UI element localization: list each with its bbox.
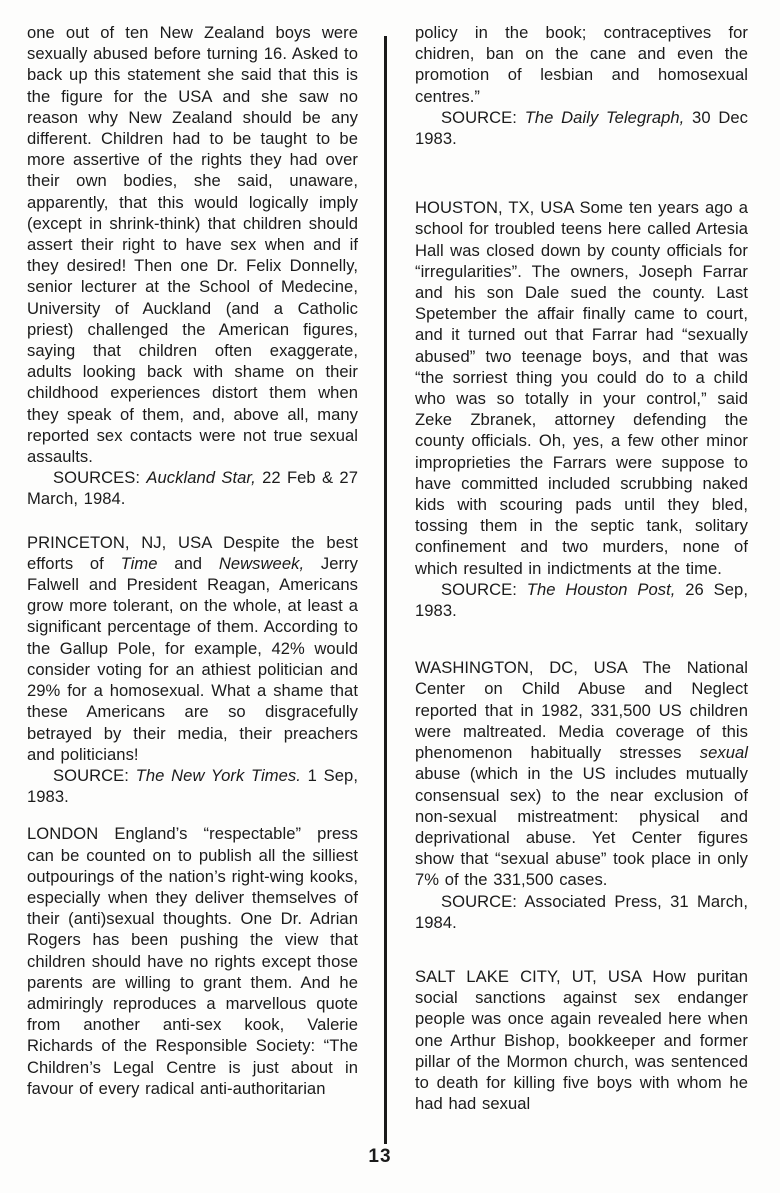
paragraph-princeton-italic-run: Time [120, 553, 158, 573]
source-houston-post-text-run: SOURCE: [441, 579, 527, 599]
source-daily-telegraph-text-run: SOURCE: [441, 107, 525, 127]
column-divider-rule [384, 36, 387, 1144]
paragraph-london-continued-text-run: policy in the book; contraceptives for chidren, ban on the cane and even the promotion of lesbian and homosexual centres.” [415, 23, 748, 106]
source-associated-press-text-run: SOURCE: Associated Press, 31 March, 1984. [415, 891, 748, 932]
text-column-right [415, 22, 748, 1114]
page-number: 13 [368, 1146, 392, 1167]
source-houston-post-italic-run: The Houston Post, [526, 579, 676, 599]
text-column-left [27, 22, 358, 1099]
paragraph-washington-italic-run: sexual [699, 743, 748, 763]
paragraph-salt-lake-city-text-run: SALT LAKE CITY, UT, USA How puritan social sanctions against sex endanger people was once again revealed here when one Arthur Bishop, bookkeeper and former pillar of the Mormon church, was sentenced to death for killing five boys with whom he had had sexual [415, 966, 748, 1114]
source-daily-telegraph-text-run: 30 Dec 1983. [415, 107, 748, 149]
paragraph-london-text-run: LONDON England’s “respectable” press can be counted on to publish all the silliest outpourings of the nation’s right-wing kooks, especially when they deliver themselves of their (anti)sexual thoughts. One Dr. Adrian Rogers has been pushing the view that children should have no rights except those parents are willing to grant them. And he admiringly reproduces a marvellous quote from another anti-sex kook, Valerie Richards of the Responsible Society: “The Children’s Legal Centre is just about in favour of every radical anti-authoritarian [27, 824, 358, 1098]
paragraph-new-zealand-continued-text-run: one out of ten New Zealand boys were sexually abused before turning 16. Asked to back up this statement she said that this is the figure for the USA and she saw no reason why New Zealand should be any different. Children had to be taught to be more assertive of the rights they had over their own bodies, she said, unaware, apparently, that this would logically imply (except in shrink-think) that children should assert their right to have sex when and if they desired! Then one Dr. Felix Donnelly, senior lecturer at the School of Medecine, University of Auckland (and a Catholic priest) challenged the American figures, saying that children often exaggerate, adults looking back with shame on their childhood experiences distort them when they speak of them, and, above all, many reported sex contacts were not true sexual assaults. [27, 23, 358, 467]
paragraph-princeton-italic-run: Newsweek, [218, 553, 305, 573]
paragraph-london [27, 823, 358, 1099]
source-new-york-times-text-run: 1 Sep, 1983. [27, 765, 358, 807]
source-new-york-times-text-run: SOURCE: [53, 765, 136, 785]
paragraph-princeton-text-run: and [157, 553, 219, 573]
source-auckland-star-text-run: SOURCES: [53, 468, 147, 488]
source-houston-post [415, 579, 748, 621]
source-new-york-times [27, 765, 358, 807]
paragraph-salt-lake-city [415, 966, 748, 1114]
source-auckland-star-text-run: 22 Feb & 27 March, 1984. [27, 468, 358, 509]
source-associated-press [415, 891, 748, 933]
paragraph-houston [415, 197, 748, 579]
paragraph-new-zealand-continued [27, 22, 358, 467]
paragraph-washington-text-run: abuse (which in the US includes mutually consensual sex) to the near exclusion of non-sexual mistreatment: physical and deprivational abuse. Yet Center figures show that “sexual abuse” took place in only 7% of the 331,500 cases. [415, 764, 748, 890]
source-auckland-star-italic-run: Auckland Star, [146, 468, 256, 488]
paragraph-houston-text-run: HOUSTON, TX, USA Some ten years ago a school for troubled teens here called Artesia Hall was closed down by county officials for “irregularities”. The owners, Joseph Farrar and his son Dale sued the county. Last Spetember the affair finally came to court, and it turned out that Farrar had “sexually abused” two teenage boys, and that was “the sorriest thing you could do to a child who was so totally in your control,” said Zeke Zbranek, attorney defending the county officials. Oh, yes, a few other minor improprieties the Farrars were suppose to have committed included scrubbing naked kids with scouring pads until they bled, tossing them in the septic tank, solitary confinement and two murders, none of which resulted in indictments at the time. [415, 198, 748, 578]
source-auckland-star [27, 467, 358, 509]
paragraph-princeton-text-run: PRINCETON, NJ, USA Despite the best efforts of [27, 532, 358, 573]
paragraph-princeton [27, 532, 358, 765]
source-new-york-times-italic-run: The New York Times. [135, 765, 301, 785]
source-daily-telegraph [415, 107, 748, 149]
paragraph-london-continued [415, 22, 748, 107]
paragraph-washington-text-run: WASHINGTON, DC, USA The National Center on Child Abuse and Neglect reported that in 1982, 331,500 US children were maltreated. Media coverage of this phenomenon habitually stresses [415, 658, 748, 763]
source-houston-post-text-run: 26 Sep, 1983. [415, 579, 748, 621]
source-daily-telegraph-italic-run: The Daily Telegraph, [524, 107, 685, 127]
paragraph-princeton-text-run: Jerry Falwell and President Reagan, Americans grow more tolerant, on the whole, at least a significant percentage of them. According to the Gallup Pole, for example, 42% would consider voting for an athiest politician and 29% for a homosexual. What a shame that these Americans are so disgracefully betrayed by their media, their preachers and politicians! [27, 553, 358, 764]
paragraph-washington [415, 657, 748, 890]
